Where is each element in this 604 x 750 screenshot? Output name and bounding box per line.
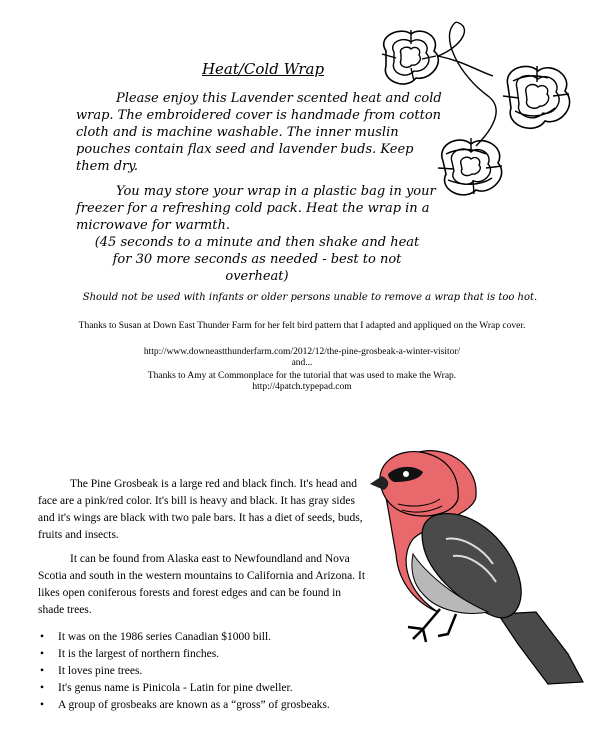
fact-item: • It's genus name is Pinicola - Latin for pine dweller. (38, 680, 378, 697)
wrap-heating-instructions: (45 seconds to a minute and then shake and heat for 30 more seconds as needed - best to not overheat) (94, 235, 420, 284)
safety-warning: Should not be used with infants or older persons unable to remove a wrap that is too hot. (82, 292, 538, 303)
bird-tail (498, 612, 583, 684)
wrap-description-paragraph: Please enjoy this Lavender scented heat and cold wrap. The embroidered cover is handmade from cotton cloth and is machine washable. The inner muslin pouches contain flax seed and lavender buds. Keep them dry. (76, 91, 442, 174)
fact-item: • A group of grosbeaks are known as a “gross” of grosbeaks. (38, 697, 378, 714)
fact-item: • It was on the 1986 series Canadian $1000 bill. (38, 629, 378, 646)
wrap-title: Heat/Cold Wrap (201, 60, 325, 78)
credit-url-4patch[interactable]: http://4patch.typepad.com (252, 382, 352, 392)
credit-line-amy: Thanks to Amy at Commonplace for the tutorial that was used to make the Wrap. (147, 371, 457, 381)
credit-url-thunder-farm[interactable]: http://www.downeastthunderfarm.com/2012/12/the-pine-grosbeak-a-winter-visitor/ (143, 347, 461, 357)
wrap-storage-paragraph: You may store your wrap in a plastic bag in your freezer for a refreshing cold pack. Heat the wrap in a microwave for warmth. (76, 184, 436, 233)
bird-eye (403, 471, 409, 477)
pine-grosbeak-illustration (368, 444, 594, 704)
credit-and: and... (291, 358, 313, 368)
grosbeak-description: The Pine Grosbeak is a large red and black finch. It's head and face are a pink/red color. It's bill is heavy and black. It has gray sides and it's wings are black with two pale bars. It has a diet of seeds, buds, fruits and insects. (38, 478, 363, 541)
fact-item: • It is the largest of northern finches. (38, 646, 378, 663)
fact-item: • It loves pine trees. (38, 663, 378, 680)
grosbeak-habitat: It can be found from Alaska east to Newfoundland and Nova Scotia and south in the western mountains to California and Arizona. It likes open coniferous forests and forest edges and can be found in shade trees. (38, 553, 366, 616)
credit-line-susan: Thanks to Susan at Down East Thunder Farm for her felt bird pattern that I adapted and appliqued on the Wrap cover. (78, 321, 526, 331)
grosbeak-facts-list (38, 629, 378, 714)
bird-legs (408, 609, 456, 642)
